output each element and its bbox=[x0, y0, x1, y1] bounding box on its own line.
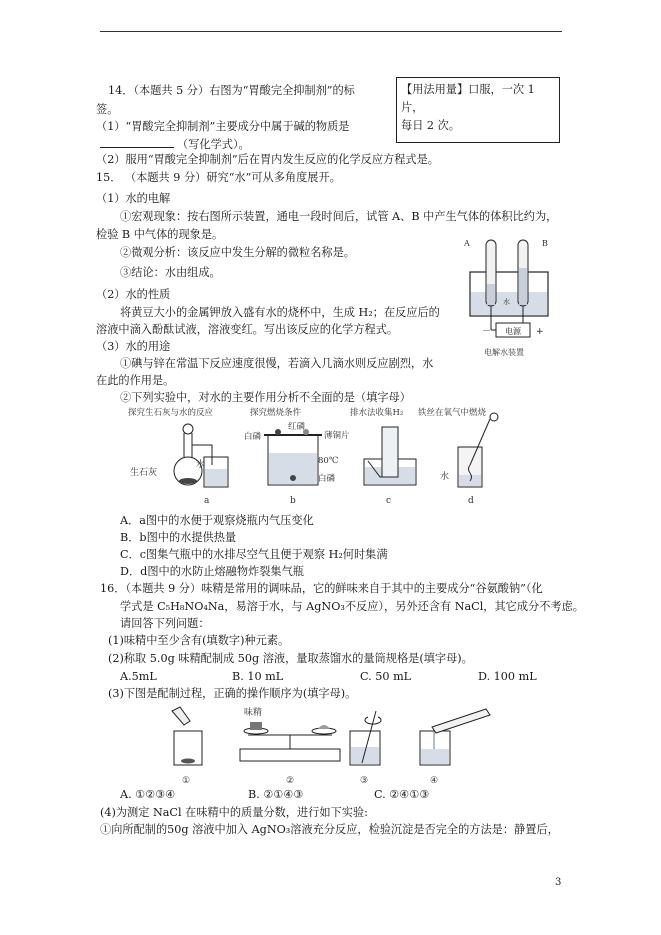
page-number: 3 bbox=[555, 877, 562, 888]
q14-line2: 签。 bbox=[96, 103, 119, 116]
fig-title-b: 探究燃烧条件 bbox=[250, 408, 302, 418]
fig-title-d: 铁丝在氧气中燃烧 bbox=[418, 408, 487, 418]
q16-line2: 学式是 C₅H₈NO₄Na，易溶于水，与 AgNO₃不反应），另外还含有 NaCl，其它成分不考虑。 bbox=[120, 600, 584, 613]
q15-option-c: C．c图集气瓶中的水排尽空气且便于观察 H₂何时集满 bbox=[120, 548, 388, 561]
fig-title-c: 排水法收集H₂ bbox=[350, 408, 404, 418]
q15-s2-line2: 溶液中滴入酚酞试液，溶液变红。写出该反应的化学方程式。 bbox=[96, 323, 399, 336]
q15-s1b: ②微观分析：该反应中发生分解的微粒名称是。 bbox=[120, 246, 355, 259]
letter-d: d bbox=[468, 496, 474, 506]
q15-s3: （3）水的用途 bbox=[96, 340, 171, 353]
q16-p3-option-c: C. ②④①③ bbox=[374, 788, 430, 801]
msg-label: 味精 bbox=[244, 708, 263, 718]
label-a: A bbox=[464, 239, 470, 248]
q15-s3a-line1: ①碘与锌在常温下反应速度很慢，若滴入几滴水则反应剧烈，水 bbox=[120, 357, 434, 370]
step-num-1: ① bbox=[182, 776, 191, 786]
gas-jar-c bbox=[382, 427, 398, 477]
q16-part2: (2)称取 5.0g 味精配制成 50g 溶液，量取蒸馏水的量筒规格是(填字母)。 bbox=[108, 652, 473, 665]
label-copper: 薄铜片 bbox=[324, 431, 350, 441]
minus-label: － bbox=[482, 327, 492, 337]
label-white-p2: 白磷 bbox=[318, 474, 336, 484]
q16-p3-option-b: B. ②①④③ bbox=[248, 788, 304, 801]
white-p-dot bbox=[275, 429, 281, 435]
q15-s1a-line2: 检验 B 中气体的现象是。 bbox=[96, 228, 224, 241]
q15-option-a: A．a图中的水便于观察烧瓶内气压变化 bbox=[120, 514, 314, 527]
q15-s1c: ③结论：水由组成。 bbox=[120, 266, 221, 279]
apparatus-caption: 电解水装置 bbox=[484, 348, 524, 357]
label-temp: 80℃ bbox=[318, 456, 339, 466]
plus-label: + bbox=[536, 327, 544, 337]
q15-s2-line1: 将黄豆大小的金属钾放入盛有水的烧杯中，生成 H₂；在反应后的 bbox=[120, 306, 440, 319]
q16-p2-option-a: A.5mL bbox=[120, 670, 157, 683]
letter-b: b bbox=[290, 496, 296, 506]
experiment-b bbox=[244, 421, 350, 506]
experiment-d bbox=[440, 413, 498, 506]
q15-s1a-line1: ①宏观现象：按右图所示装置，通电一段时间后，试管 A、B 中产生气体的体积比约为， bbox=[120, 210, 558, 223]
step-num-3: ③ bbox=[360, 776, 369, 786]
q15-s2: （2）水的性质 bbox=[96, 288, 171, 301]
q14-part1-suffix: （写化学式）。 bbox=[177, 138, 250, 151]
label-water-d: 水 bbox=[440, 472, 450, 482]
step-4 bbox=[420, 709, 490, 786]
quicklime bbox=[179, 478, 197, 484]
label-quicklime: 生石灰 bbox=[130, 468, 158, 478]
water-experiments-figure bbox=[128, 405, 528, 508]
label-b: B bbox=[542, 239, 548, 248]
q16-p2-option-c: C. 50 mL bbox=[360, 670, 412, 683]
white-p-water-dot bbox=[290, 475, 296, 481]
usage-line2: 每日 2 次。 bbox=[401, 119, 460, 132]
q15-option-d: D．d图中的水防止熔融物炸裂集气瓶 bbox=[120, 565, 304, 578]
answer-blank bbox=[100, 137, 174, 148]
letter-c: c bbox=[386, 496, 392, 506]
preparation-figure bbox=[168, 705, 498, 787]
q16-part4: (4)为测定 NaCl 在味精中的质量分数，进行如下实验: bbox=[100, 806, 368, 819]
experiment-c bbox=[364, 427, 416, 506]
letter-a: a bbox=[204, 496, 210, 506]
q16-part4a: ①向所配制的50g 溶液中加入 AgNO₃溶液充分反应，检验沉淀是否完全的方法是：静置后， bbox=[100, 823, 559, 836]
q15-title: 15． （本题共 9 分）研究“水”可从多角度展开。 bbox=[96, 171, 341, 184]
q16-p3-option-a: A. ①②③④ bbox=[120, 788, 176, 801]
step-3 bbox=[350, 711, 381, 786]
fig-title-a: 探究生石灰与水的反应 bbox=[128, 408, 214, 418]
weight bbox=[250, 722, 262, 730]
q14-part2: （2）服用“胃酸完全抑制剂”后在胃内发生反应的化学反应方程式是。 bbox=[96, 153, 439, 166]
step-1 bbox=[172, 707, 202, 786]
q16-p2-option-b: B. 10 mL bbox=[232, 670, 284, 683]
balance-base bbox=[240, 749, 340, 761]
q14-part1-blank-line bbox=[100, 137, 250, 152]
q16-part3: (3)下图是配制过程，正确的操作顺序为(填字母)。 bbox=[108, 687, 357, 700]
usage-line1: 【用法用量】口服，一次 1 片， bbox=[401, 83, 535, 114]
q16-p2-option-d: D. 100 mL bbox=[478, 670, 537, 683]
electrolysis-apparatus bbox=[456, 234, 566, 360]
q14-part1: （1）“胃酸完全抑制剂”主要成分中属于碱的物质是 bbox=[96, 120, 350, 133]
label-white-p: 白磷 bbox=[244, 432, 262, 442]
msg-pile bbox=[318, 725, 330, 729]
step-num-2: ② bbox=[286, 776, 295, 786]
tube-b-water bbox=[519, 268, 527, 305]
q16-part1: (1)味精中至少含有(填数字)种元素。 bbox=[108, 634, 290, 647]
q14-line1: 14．（本题共 5 分）右图为“胃酸完全抑制剂”的标 bbox=[108, 84, 355, 97]
q15-s3b: ②下列实验中，对水的主要作用分析不全面的是（填字母） bbox=[120, 391, 411, 404]
dropper bbox=[183, 424, 193, 434]
q16-line1: 16．（本题共 9 分）味精是常用的调味品，它的鲜味来自于其中的主要成分“谷氨酸钠”（化 bbox=[100, 582, 543, 595]
q15-option-b: B．b图中的水提供热量 bbox=[120, 531, 237, 544]
paper-funnel bbox=[172, 707, 190, 725]
graduated-cylinder bbox=[432, 709, 490, 733]
tube-a-water bbox=[487, 284, 495, 305]
label-red-p: 红磷 bbox=[288, 422, 306, 432]
power-label: 电源 bbox=[505, 327, 521, 336]
q16-line3: 请回答下列问题： bbox=[120, 617, 210, 630]
header-rule bbox=[100, 31, 562, 32]
step-num-4: ④ bbox=[430, 776, 439, 786]
usage-label-box bbox=[396, 77, 560, 143]
experiment-a bbox=[130, 424, 228, 506]
step-2 bbox=[240, 706, 340, 786]
q15-s3a-line2: 在此的作用是。 bbox=[96, 374, 175, 387]
water-label: 水 bbox=[503, 298, 510, 306]
label-water-a: 水 bbox=[196, 460, 206, 470]
q15-s1: （1）水的电解 bbox=[96, 192, 171, 205]
